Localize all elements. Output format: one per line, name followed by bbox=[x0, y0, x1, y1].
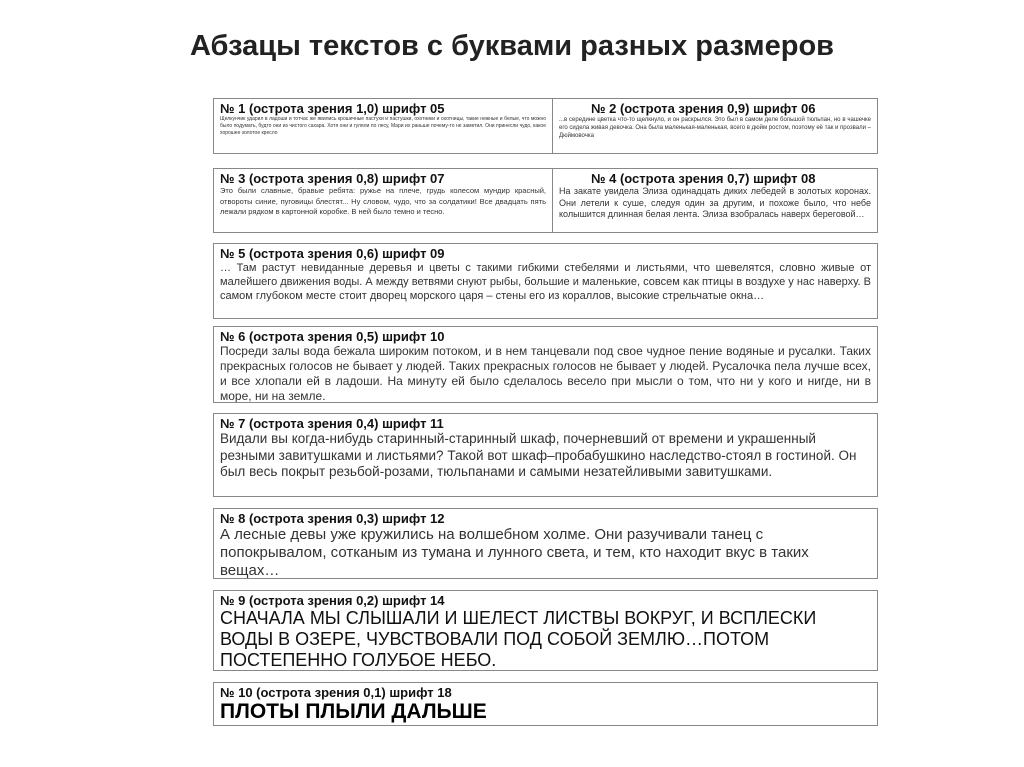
box-header: № 6 (острота зрения 0,5) шрифт 10 bbox=[220, 329, 445, 344]
text-box-4 bbox=[552, 168, 878, 233]
box-text: … Там растут невиданные деревья и цветы с такими гибкими стебелями и листьями, что шевелятся, словно живые от малейшего движения воды. А между ветвями снуют рыбы, большие и маленькие, совсем как птицы в воздухе у нас наверху. В самом глубоком месте стоит дворец морского царя – стены его из кораллов, высокие стрельчатые окна… bbox=[220, 262, 871, 302]
box-text: СНАЧАЛА МЫ СЛЫШАЛИ И ШЕЛЕСТ ЛИСТВЫ ВОКРУГ, И ВСПЛЕСКИ ВОДЫ В ОЗЕРЕ, ЧУВСТВОВАЛИ ПОД СОБОЙ ЗЕМЛЮ…ПОТОМ ПОСТЕПЕННО ГОЛУБОЕ НЕБО. bbox=[220, 608, 817, 670]
text-box-3 bbox=[213, 168, 553, 233]
box-text: ПЛОТЫ ПЛЫЛИ ДАЛЬШЕ bbox=[220, 700, 487, 723]
box-header: № 2 (острота зрения 0,9) шрифт 06 bbox=[591, 101, 816, 116]
text-box-7 bbox=[213, 413, 878, 497]
box-header: № 8 (острота зрения 0,3) шрифт 12 bbox=[220, 511, 445, 526]
box-text: ...в середине цветка что-то щелкнуло, и он раскрылся. Это был в самом деле большой тюльпан, но в чашечке его сидела живая девочка. Она была маленькая-маленькая, всего в дюйм ростом, поэтому её так и прозвали – Дюймовочка bbox=[559, 117, 871, 139]
box-header: № 9 (острота зрения 0,2) шрифт 14 bbox=[220, 593, 445, 608]
box-text: Это были славные, бравые ребята: ружье на плече, грудь колесом мундир красный, отвороты синие, пуговицы блестят... Ну словом, чудо, что за солдатики! Все двадцать пять лежали рядком в картонной коробке. В ней было темно и тесно. bbox=[220, 186, 546, 216]
box-header: № 3 (острота зрения 0,8) шрифт 07 bbox=[220, 171, 445, 186]
text-box-10 bbox=[213, 682, 878, 726]
box-header: № 4 (острота зрения 0,7) шрифт 08 bbox=[591, 171, 816, 186]
box-text: А лесные девы уже кружились на волшебном холме. Они разучивали танец с попокрывалом, сотканым из тумана и лунного света, и тем, кто находит вкус в таких вещах… bbox=[220, 526, 809, 579]
box-header: № 5 (острота зрения 0,6) шрифт 09 bbox=[220, 246, 445, 261]
box-text: На закате увидела Элиза одинадцать диких лебедей в золотых коронах. Они летели к суше, следуя один за другим, и похоже было, что небе колышится длинная белая лента. Элиза взобралась наверх береговой… bbox=[559, 186, 871, 219]
box-text: Щелкунчик ударил в ладоши и тотчас же явились крошечные пастухи и пастушки, охотники и охотницы, такие нежные и белые, что можно было подумать, будто они из чистого сахара. Хотя они и гуляли по лесу, Мари их раньше почему-то не заметил. Они принесли чудо, какое хорошее золотое кресло bbox=[220, 116, 546, 136]
box-header: № 7 (острота зрения 0,4) шрифт 11 bbox=[220, 416, 444, 431]
box-text: Видали вы когда-нибудь старинный-старинный шкаф, почерневший от времени и украшенный резными завитушками и листьями? Такой вот шкаф–пробабушкино наследство-стоял в гостиной. Он был весь покрыт резьбой-розами, тюльпанами и самыми незатейливыми завитушками. bbox=[220, 431, 857, 479]
text-box-2 bbox=[552, 98, 878, 154]
text-box-6 bbox=[213, 326, 878, 403]
slide-title: Абзацы текстов с буквами разных размеров bbox=[190, 30, 834, 62]
text-box-8 bbox=[213, 508, 878, 579]
text-box-9 bbox=[213, 590, 878, 671]
box-header: № 1 (острота зрения 1,0) шрифт 05 bbox=[220, 101, 445, 116]
box-header: № 10 (острота зрения 0,1) шрифт 18 bbox=[220, 685, 452, 700]
text-box-1 bbox=[213, 98, 553, 154]
box-text: Посреди залы вода бежала широким потоком, и в нем танцевали под свое чудное пение водяные и русалки. Таких прекрасных голосов не бывает у людей. Таких прекрасных голосов не бывает у людей. Русалочка пела лучше всех, и все хлопали ей в ладоши. На минуту ей было сделалось весело при мысли о том, что ни у кого и нигде, ни в море, ни на земле. bbox=[220, 344, 871, 403]
text-box-5 bbox=[213, 243, 878, 319]
